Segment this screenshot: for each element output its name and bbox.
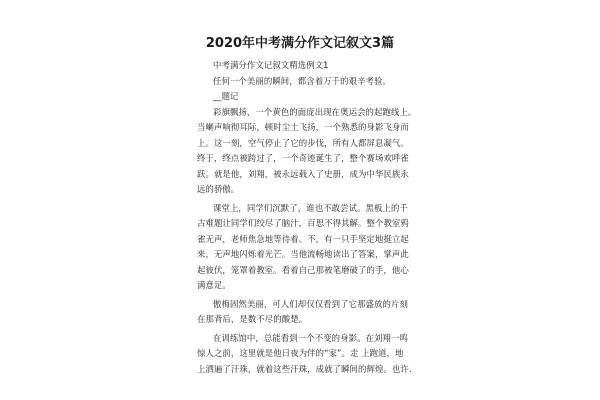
document-title: 2020年中考满分作文记叙文3篇 (205, 36, 395, 51)
paragraph-line: 当喇声响彻耳际，顿时尘土飞扬，一个熟悉的身影飞身而 (197, 122, 409, 132)
epigraph-line: 任何一个美丽的瞬间，都含着万千的艰辛考验。 (213, 75, 391, 86)
paragraph-line: 终于，终点被跨过了，一个奇迹诞生了，整个赛场欢呼雀 (197, 153, 409, 163)
document-body (197, 58, 417, 377)
essay-heading: 中考满分作文记叙文精选例文1 (213, 60, 329, 70)
paragraph-line: 远的骄傲。 (197, 184, 240, 194)
paragraph-line: 在训练馆中，总能看到一个不变的身影。在刘翔一鸣 (213, 332, 408, 343)
paragraph-line: 上洒遍了汗珠，就着这些汗珠，成就了瞬间的辉煌。也许. (197, 363, 412, 374)
paragraph-line: 来，无声地闪烁着光芒。当他流畅地读出了答案，掌声此 (197, 249, 409, 259)
paragraph-line: 古难题让同学们绞尽了脑汁，百思不得其解。整个教室鸦 (197, 218, 409, 228)
paragraph-line: 起彼伏，笼罩着教室。看着自己那被笔磨破了的手，他心 (197, 264, 409, 275)
paragraph-line: 满意足。 (197, 280, 231, 290)
epigraph-attribution: __题记 (213, 91, 239, 101)
paragraph-line: 雀无声，老师焦急地等待着。不，有一只手坚定地挺立起 (197, 233, 409, 244)
paragraph-line: 在那背后，是数不尽的酸楚。 (197, 314, 308, 324)
paragraph-line: 跃。就是他，刘翔，被永远载入了史册，成为中华民族永 (197, 168, 409, 179)
paragraph-line: 傲梅固然美丽，可人们却仅仅看到了它那盛放的片刻 (213, 298, 408, 309)
paragraph-line: 彩旗飘扬，一个黄色的面庞出现在奥运会的起跑线上。 (213, 106, 417, 117)
paragraph-line: 惊人之前，这里就是他日夜为伴的“家”。走 上跑道，地 (197, 348, 404, 358)
paragraph-line: 上。这一刻，空气停止了它的步伐，所有人都屏息凝气。 (197, 137, 409, 148)
paragraph-line: 课堂上，同学们沉默了，谁也不敢尝试。黑板上的千 (213, 202, 408, 213)
